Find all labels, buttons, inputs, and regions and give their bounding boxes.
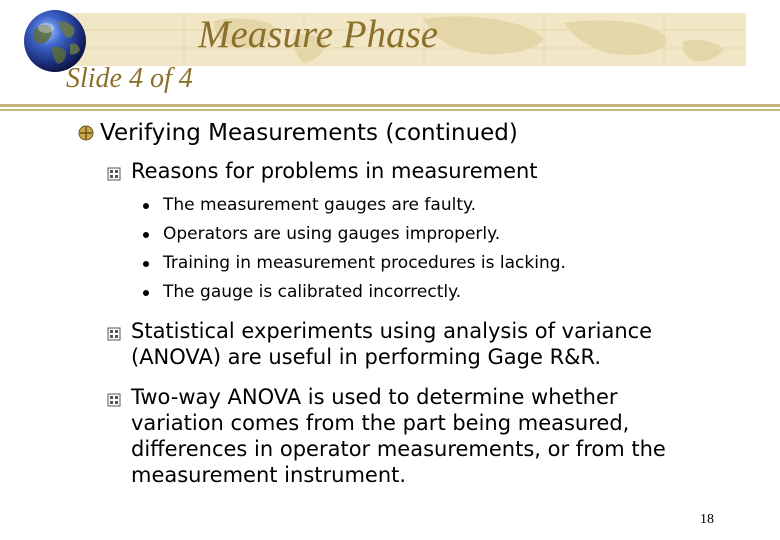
- header-rule-bottom: [0, 109, 780, 111]
- square-bullet-icon: [107, 166, 121, 180]
- section-heading: Verifying Measurements (continued): [100, 120, 518, 146]
- point-reasons: Reasons for problems in measurement: [131, 159, 538, 183]
- list-item: [143, 222, 566, 251]
- list-item-text: The measurement gauges are faulty.: [163, 195, 477, 215]
- bullet-dot-icon: [143, 203, 149, 209]
- list-item-text: Training in measurement procedures is lacking.: [163, 253, 566, 273]
- list-item: [143, 280, 566, 309]
- page-number: 18: [700, 512, 714, 527]
- list-item-text: Operators are using gauges improperly.: [163, 224, 501, 244]
- square-bullet-icon: [107, 392, 121, 406]
- reasons-list: [143, 193, 566, 309]
- header-rule-top: [0, 104, 780, 107]
- bullet-dot-icon: [143, 290, 149, 296]
- list-item: [143, 251, 566, 280]
- slide-title: Measure Phase: [198, 13, 439, 56]
- bullet-dot-icon: [143, 261, 149, 267]
- list-item: [143, 193, 566, 222]
- square-bullet-icon: [107, 326, 121, 340]
- bullet-dot-icon: [143, 232, 149, 238]
- point-anova: Statistical experiments using analysis of variance (ANOVA) are useful in performing Gage R&R.: [131, 319, 653, 369]
- list-item-text: The gauge is calibrated incorrectly.: [163, 282, 462, 302]
- point-two-way-anova: Two-way ANOVA is used to determine whether variation comes from the part being measured, differences in operator measurements, or from the measurement instrument.: [131, 385, 666, 487]
- diamond-bullet-icon: [78, 125, 94, 141]
- slide-subtitle: Slide 4 of 4: [66, 63, 193, 94]
